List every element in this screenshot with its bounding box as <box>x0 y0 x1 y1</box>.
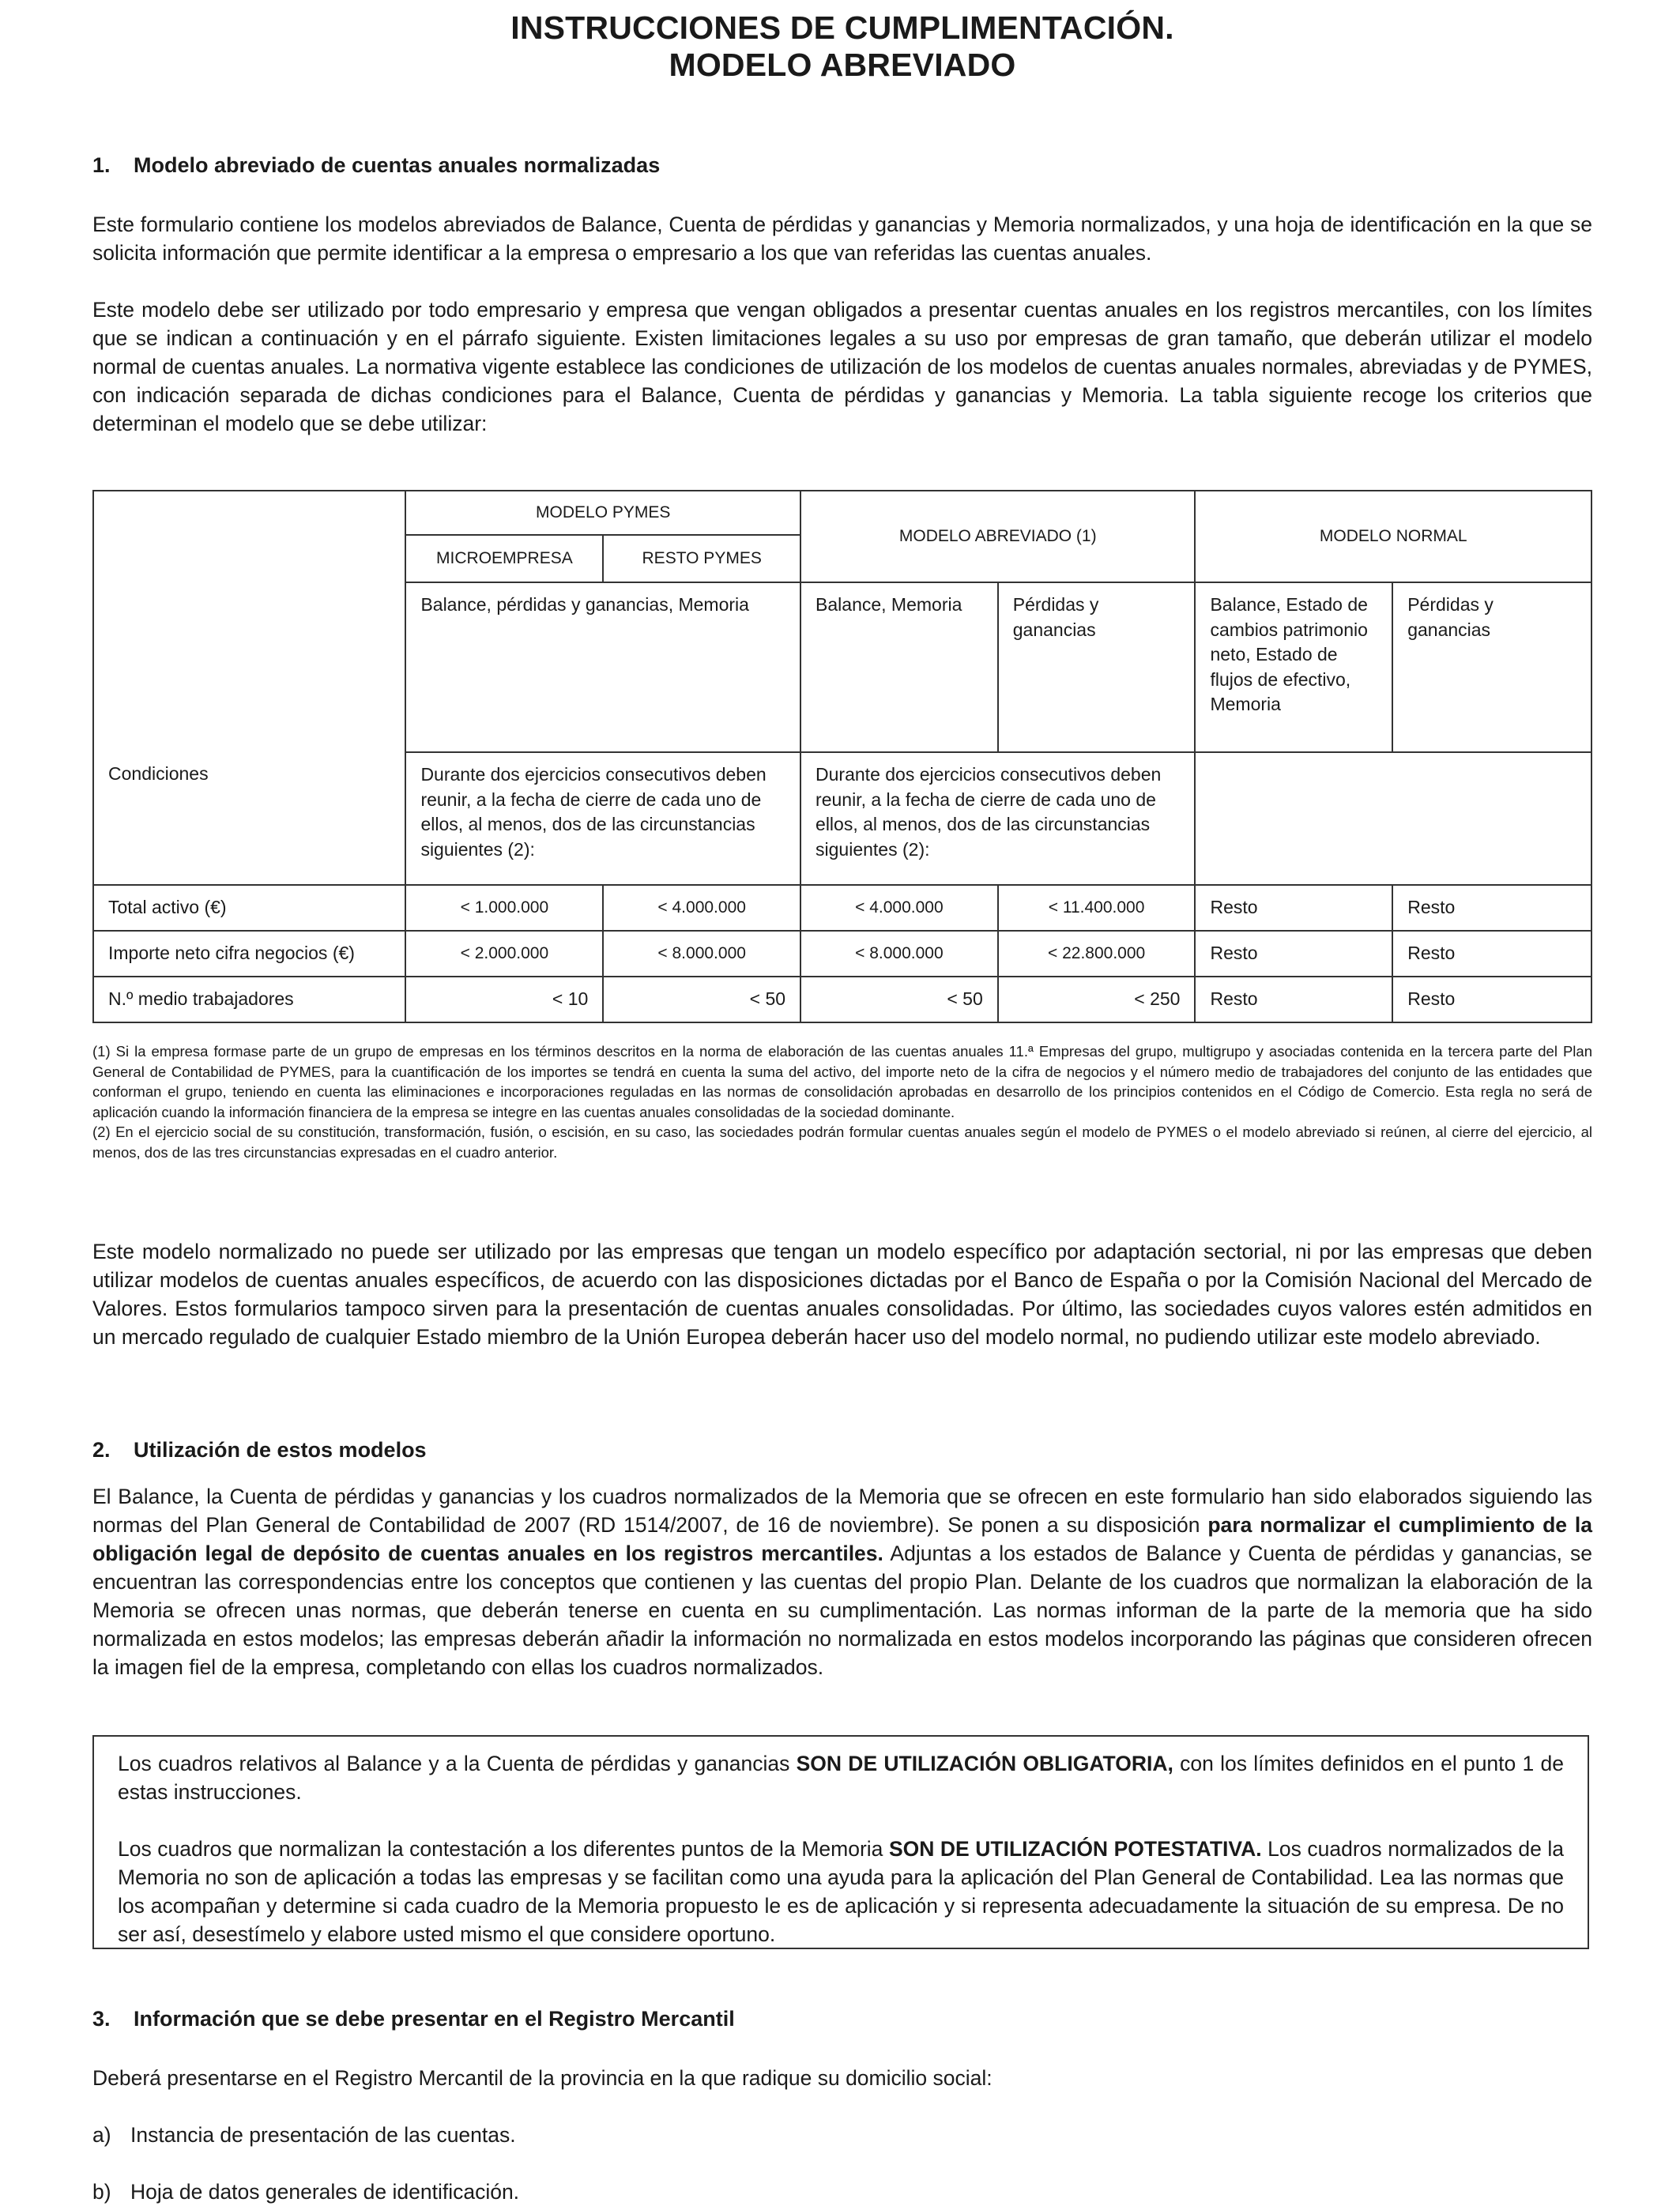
docs-normal-balance: Balance, Estado de cambios patrimonio neto, Estado de flujos de efectivo, Memoria <box>1195 582 1392 752</box>
title-line-2: MODELO ABREVIADO <box>669 47 1016 83</box>
cell-micro: < 2.000.000 <box>405 931 603 977</box>
section-title: Información que se debe presentar en el Registro Mercantil <box>134 2007 735 2031</box>
header-modelo-abreviado: MODELO ABREVIADO (1) <box>800 491 1195 582</box>
section-3-heading <box>92 2007 1592 2031</box>
list-marker: a) <box>92 2123 111 2147</box>
docs-abreviado-balance: Balance, Memoria <box>800 582 998 752</box>
table-row <box>93 885 1591 931</box>
notice-text: con los límites definidos en el punto 1 de estas instrucciones. <box>118 1752 1564 1804</box>
section-3-paragraph: Deberá presentarse en el Registro Mercantil de la provincia en la que radique su domicilio social: <box>92 2066 993 2090</box>
notice-text: Los cuadros normalizados de la Memoria no son de aplicación a todas las empresas y se facilitan como una ayuda para la aplicación del Plan General de Contabilidad. Lea las normas que los acompañan y determine si cada cuadro de la Memoria propuesto le es de aplicación y si representa adecuadamente la situación de su empresa. De no ser así, desestímelo y elabore usted mismo el que considere oportuno. <box>118 1837 1564 1946</box>
row-label: Importe neto cifra negocios (€) <box>93 931 405 977</box>
document-page <box>92 0 1592 2204</box>
cell-abreviado-pyg: < 11.400.000 <box>998 885 1196 931</box>
section-1-paragraph-3: Este modelo normalizado no puede ser utilizado por las empresas que tengan un modelo específico por adaptación sectorial, ni por las empresas que deben utilizar modelos de cuentas anuales específicos, de acuerdo con las disposiciones dictadas por el Banco de España o por la Comisión Nacional del Mercado de Valores. Estos formularios tampoco sirven para la presentación de cuentas anuales consolidadas. Por último, las sociedades cuyos valores estén admitidos en un mercado regulado de cualquier Estado miembro de la Unión Europea deberán hacer uso del modelo normal, no pudiendo utilizar este modelo abreviado. <box>92 1240 1592 1349</box>
notice-text: Los cuadros que normalizan la contestación a los diferentes puntos de la Memoria <box>118 1837 889 1861</box>
table-row <box>93 977 1591 1022</box>
document-title <box>92 9 1592 84</box>
conditions-label: Condiciones <box>93 752 405 885</box>
docs-row-label <box>93 582 405 752</box>
list-item-text: Hoja de datos generales de identificación. <box>130 2180 520 2204</box>
table-corner-cell <box>93 491 405 582</box>
cell-abreviado-balance: < 4.000.000 <box>800 885 998 931</box>
cell-normal-pyg: Resto <box>1392 931 1591 977</box>
section-2-heading <box>92 1438 1592 1463</box>
header-modelo-pymes: MODELO PYMES <box>405 491 800 535</box>
header-microempresa: MICROEMPRESA <box>405 535 603 582</box>
cell-abreviado-balance: < 8.000.000 <box>800 931 998 977</box>
notice-paragraph-2 <box>118 1835 1564 1948</box>
section-1-heading <box>92 153 1592 178</box>
cell-normal-pyg: Resto <box>1392 885 1591 931</box>
section-1-paragraph-2: Este modelo debe ser utilizado por todo empresario y empresa que vengan obligados a presentar cuentas anuales en los registros mercantiles, con los límites que se indican a continuación y en el párrafo siguiente. Existen limitaciones legales a su uso por empresas de gran tamaño, que deberán utilizar el modelo normal de cuentas anuales. La normativa vigente establece las condiciones de utilización de los modelos de cuentas anuales normales, abreviadas y de PYMES, con indicación separada de dichas condiciones para el Balance, Cuenta de pérdidas y ganancias y Memoria. La tabla siguiente recoge los criterios que determinan el modelo que se debe utilizar: <box>92 298 1592 435</box>
list-item-text: Instancia de presentación de las cuentas. <box>130 2123 516 2147</box>
row-label: Total activo (€) <box>93 885 405 931</box>
cell-normal-pyg: Resto <box>1392 977 1591 1022</box>
paragraph-text: El Balance, la Cuenta de pérdidas y ganancias y los cuadros normalizados de la Memoria que se ofrecen en este formulario han sido elaborados siguiendo las normas del Plan General de Contabilidad de 2007 (RD 1514/2007, de 16 de noviembre). Se ponen a su disposición <box>92 1485 1592 1537</box>
footnote-2: (2) En el ejercicio social de su constitución, transformación, fusión, o escisión, en su caso, las sociedades podrán formular cuentas anuales según el modelo de PYMES o el modelo abreviado si reúnen, al cierre del ejercicio, al menos, dos de las tres circunstancias expresadas en el cuadro anterior. <box>92 1124 1592 1161</box>
cell-normal-balance: Resto <box>1195 931 1392 977</box>
docs-pymes: Balance, pérdidas y ganancias, Memoria <box>405 582 800 752</box>
list-item <box>92 2178 1592 2206</box>
docs-normal-pyg: Pérdidas y ganancias <box>1392 582 1591 752</box>
footnote-1: (1) Si la empresa formase parte de un grupo de empresas en los términos descritos en la norma de elaboración de las cuentas anuales 11.ª Empresas del grupo, multigrupo y asociadas contenida en la tercera parte del Plan General de Contabilidad de PYMES, para la cuantificación de los importes se tendrá en cuenta la suma del activo, del importe neto de la cifra de negocios y el número medio de trabajadores del conjunto de las entidades que conforman el grupo, teniendo en cuenta las eliminaciones e incorporaciones reguladas en las normas de consolidación aprobadas en desarrollo de los principios contenidos en el Código de Comercio. Esta regla no será de aplicación cuando la información financiera de la empresa se integre en las cuentas anuales consolidadas de la sociedad dominante. <box>92 1043 1592 1120</box>
section-title: Modelo abreviado de cuentas anuales normalizadas <box>134 153 661 177</box>
header-resto-pymes: RESTO PYMES <box>603 535 800 582</box>
list-item <box>92 2121 1592 2149</box>
section-number: 3. <box>92 2007 111 2031</box>
section-title: Utilización de estos modelos <box>134 1438 427 1462</box>
cell-abreviado-pyg: < 250 <box>998 977 1196 1022</box>
section-number: 1. <box>92 153 111 177</box>
notice-text: Los cuadros relativos al Balance y a la Cuenta de pérdidas y ganancias <box>118 1752 797 1775</box>
conditions-pymes: Durante dos ejercicios consecutivos deben reunir, a la fecha de cierre de cada uno de ellos, al menos, dos de las circunstancias siguientes (2): <box>405 752 800 885</box>
list-marker: b) <box>92 2180 111 2204</box>
cell-abreviado-pyg: < 22.800.000 <box>998 931 1196 977</box>
header-modelo-normal: MODELO NORMAL <box>1195 491 1591 582</box>
row-label: N.º medio trabajadores <box>93 977 405 1022</box>
cell-abreviado-balance: < 50 <box>800 977 998 1022</box>
conditions-abreviado: Durante dos ejercicios consecutivos deben reunir, a la fecha de cierre de cada uno de ellos, al menos, dos de las circunstancias siguientes (2): <box>800 752 1195 885</box>
docs-abreviado-pyg: Pérdidas y ganancias <box>998 582 1196 752</box>
cell-normal-balance: Resto <box>1195 885 1392 931</box>
notice-paragraph-1 <box>118 1749 1564 1806</box>
paragraph-text: Adjuntas a los estados de Balance y Cuenta de pérdidas y ganancias, se encuentran las correspondencias entre los conceptos que contienen y las cuentas del propio Plan. Delante de los cuadros que normalizan la elaboración de la Memoria se ofrecen unas normas, que deberán tenerse en cuenta en su cumplimentación. Las normas informan de la parte de la memoria que ha sido normalizada en estos modelos; las empresas deberán añadir la información no normalizada en estos modelos incorporando las páginas que consideren ofrecen la imagen fiel de la empresa, completando con ellas los cuadros normalizados. <box>92 1542 1592 1679</box>
cell-resto: < 50 <box>603 977 800 1022</box>
cell-micro: < 10 <box>405 977 603 1022</box>
cell-resto: < 4.000.000 <box>603 885 800 931</box>
section-2-paragraph <box>92 1482 1592 1681</box>
table-footnotes <box>92 1041 1592 1162</box>
criteria-table <box>92 490 1592 1023</box>
title-line-1: INSTRUCCIONES DE CUMPLIMENTACIÓN. <box>510 9 1174 46</box>
paragraph-bold-text: para normalizar el cumplimiento de la obligación legal de depósito de cuentas anuales en los registros mercantiles. <box>92 1513 1592 1565</box>
notice-box <box>92 1735 1589 1949</box>
cell-resto: < 8.000.000 <box>603 931 800 977</box>
conditions-normal <box>1195 752 1591 885</box>
notice-bold-text: SON DE UTILIZACIÓN POTESTATIVA. <box>888 1837 1262 1861</box>
notice-bold-text: SON DE UTILIZACIÓN OBLIGATORIA, <box>796 1752 1173 1775</box>
section-number: 2. <box>92 1438 111 1462</box>
cell-micro: < 1.000.000 <box>405 885 603 931</box>
section-1-paragraph-1: Este formulario contiene los modelos abreviados de Balance, Cuenta de pérdidas y ganancias y Memoria normalizados, y una hoja de identificación en la que se solicita información que permite identificar a la empresa o empresario a los que van referidas las cuentas anuales. <box>92 213 1592 265</box>
cell-normal-balance: Resto <box>1195 977 1392 1022</box>
table-row <box>93 931 1591 977</box>
